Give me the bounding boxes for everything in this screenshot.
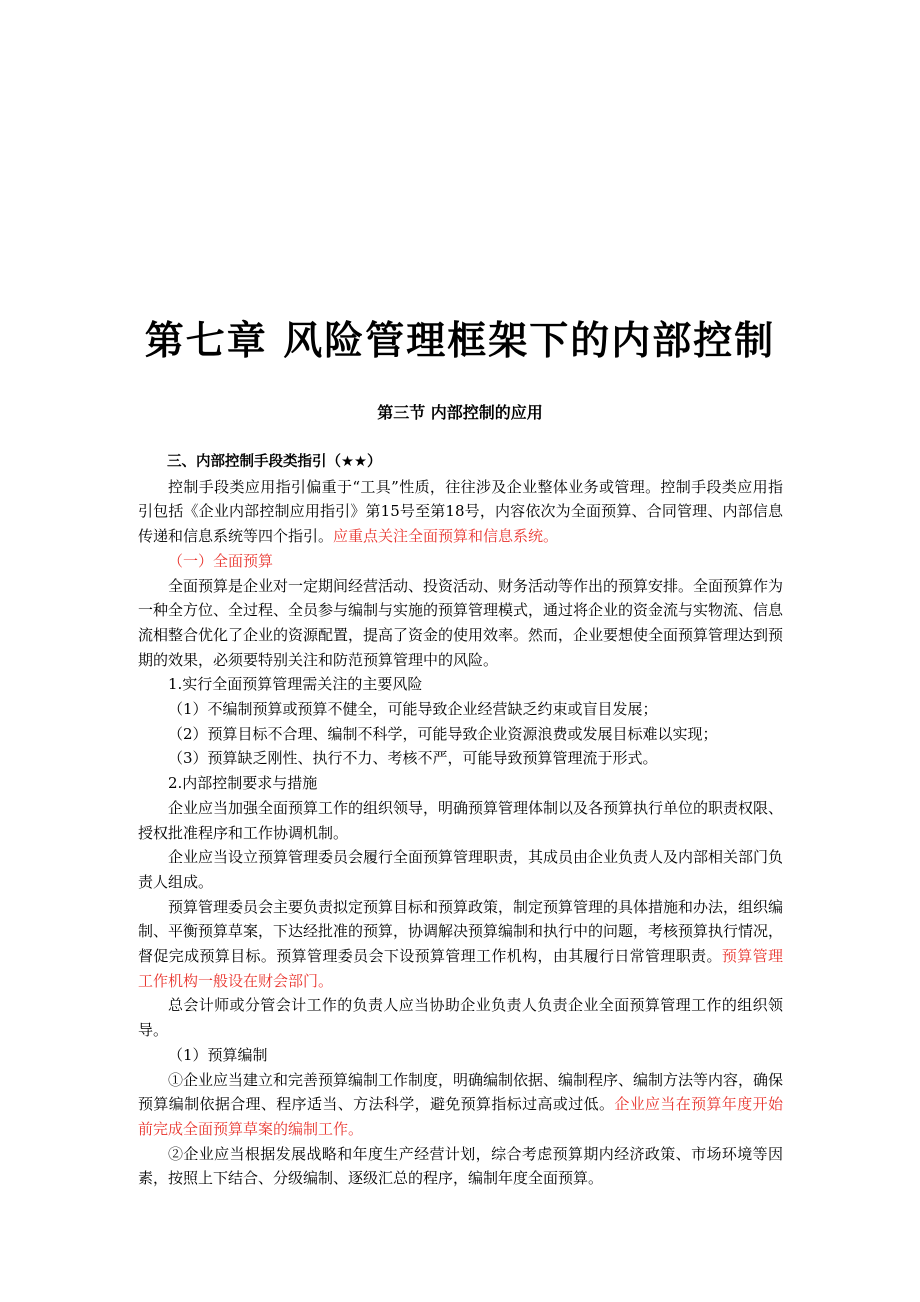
section-title: 第三节 内部控制的应用	[377, 403, 543, 422]
document-body	[138, 450, 783, 1191]
risk-item-3: （3）预算缺乏刚性、执行不力、考核不严，可能导致预算管理流于形式。	[168, 749, 658, 768]
risk-item-2: （2）预算目标不合理、编制不科学，可能导致企业资源浪费或发展目标难以实现；	[168, 724, 718, 743]
paragraph-prep-2: ②企业应当根据发展战略和年度生产经营计划，综合考虑预算期内经济政策、市场环境等因素，按照上下结合、分级编制、逐级汇总的程序，编制年度全面预算。	[138, 1144, 783, 1188]
list-heading-measures: 2.内部控制要求与措施	[168, 774, 318, 793]
paragraph-prep-1: ①企业应当建立和完善预算编制工作制度，明确编制依据、编制程序、编制方法等内容，确保预算编制依据合理、程序适当、方法科学，避免预算指标过高或过低。企业应当在预算年度开始前完成全面预算草案的编制工作。	[138, 1070, 784, 1138]
paragraph-cfo: 总会计师或分管会计工作的负责人应当协助企业负责人负责企业全面预算管理工作的组织领导。	[138, 996, 783, 1040]
risk-item-1: （1）不编制预算或预算不健全，可能导致企业经营缺乏约束或盲目发展；	[168, 700, 658, 719]
list-heading-risks: 1.实行全面预算管理需关注的主要风险	[168, 675, 423, 694]
paragraph-leadership: 企业应当加强全面预算工作的组织领导，明确预算管理体制以及各预算执行单位的职责权限、授权批准程序和工作协调机制。	[138, 798, 784, 842]
subheading-budget: （一）全面预算	[168, 551, 274, 570]
heading-guideline: 三、内部控制手段类指引（★★）	[167, 454, 382, 470]
highlight-text: 企业应当在预算年度开始前完成全面预算草案的编制工作。	[138, 1095, 783, 1138]
paragraph-budget-def: 全面预算是企业对一定期间经营活动、投资活动、财务活动等作出的预算安排。全面预算作为一种全方位、全过程、全员参与编制与实施的预算管理模式，通过将企业的资金流与实物流、信息流相整合优化了企业的资源配置，提高了资金的使用效率。然而，企业要想使全面预算管理达到预期的效果，必须要特别关注和防范预算管理中的风险。	[138, 576, 784, 669]
paragraph-committee: 企业应当设立预算管理委员会履行全面预算管理职责，其成员由企业负责人及内部相关部门负责人组成。	[138, 848, 784, 891]
paragraph-intro: 控制手段类应用指引偏重于“工具”性质，往往涉及企业整体业务或管理。控制手段类应用指引包括《企业内部控制应用指引》第15号至第18号，内容依次为全面预算、合同管理、内部信息传递和信息系统等四个指引。应重点关注全面预算和信息系统。	[138, 477, 783, 546]
highlight-text: 预算管理工作机构一般设在财会部门。	[138, 947, 783, 990]
highlight-text: 应重点关注全面预算和信息系统。	[333, 527, 559, 546]
paragraph-committee-duties: 预算管理委员会主要负责拟定预算目标和预算政策，制定预算管理的具体措施和办法，组织编制、平衡预算草案，下达经批准的预算，协调解决预算编制和执行中的问题，考核预算执行情况，督促完成预算目标。预算管理委员会下设预算管理工作机构，由其履行日常管理职责。预算管理工作机构一般设在财会部门。	[138, 897, 784, 990]
chapter-title: 第七章 风险管理框架下的内部控制	[144, 319, 776, 364]
subheading-budget-prep: （1）预算编制	[168, 1045, 268, 1064]
